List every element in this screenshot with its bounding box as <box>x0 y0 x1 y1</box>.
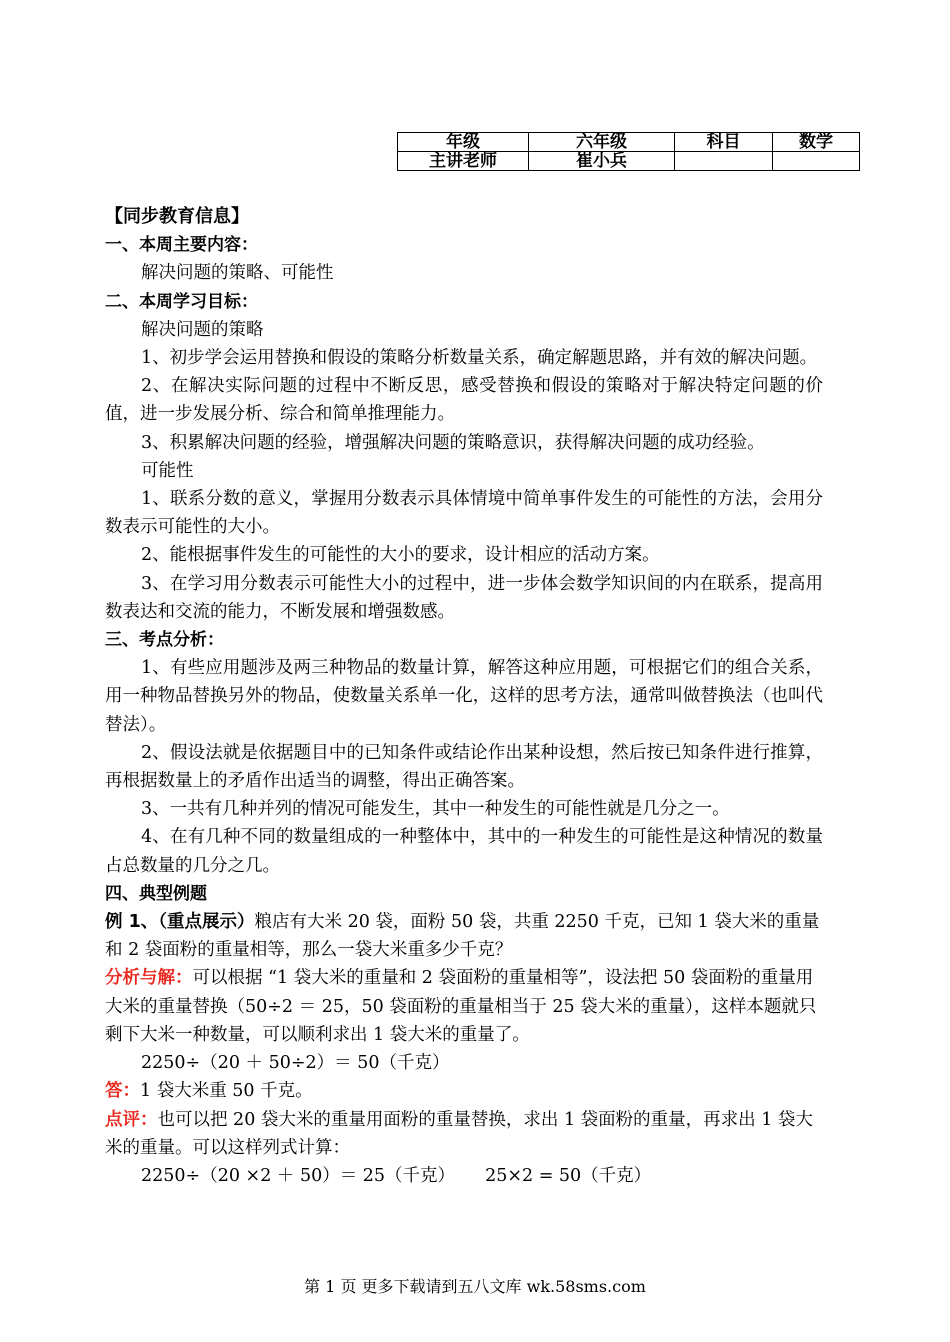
comment-text: 也可以把 20 袋大米的重量用面粉的重量替换，求出 1 袋面粉的重量，再求出 1 袋大米的重量。可以这样列式计算： <box>105 1109 813 1158</box>
teacher-label: 主讲老师 <box>398 152 529 171</box>
analysis <box>105 964 823 1049</box>
grade-label: 年级 <box>398 133 529 152</box>
goal-paragraph: 2、能根据事件发生的可能性的大小的要求，设计相应的活动方案。 <box>141 545 660 566</box>
section-1-title: 一、本周主要内容： <box>105 235 258 256</box>
analysis-paragraph: 3、一共有几种并列的情况可能发生，其中一种发生的可能性就是几分之一。 <box>141 799 730 820</box>
goal-paragraph: 2、在解决实际问题的过程中不断反思，感受替换和假设的策略对于解决特定问题的价值，进一步发展分析、综合和简单推理能力。 <box>105 376 823 425</box>
section-4-title: 四、典型例题 <box>105 883 207 904</box>
example-1 <box>105 908 823 964</box>
calculation-1: 2250÷（20 ＋ 50÷2）＝ 50（千克） <box>141 1053 450 1074</box>
subject-label: 科目 <box>675 133 773 152</box>
calculation-2 <box>105 1162 823 1190</box>
calculation-2b: 25×2 = 50（千克） <box>485 1165 652 1186</box>
info-table <box>397 132 860 171</box>
comment-label: 点评： <box>105 1109 158 1130</box>
calculation-2a: 2250÷（20 ×2 ＋ 50）＝ 25（千克） <box>141 1165 456 1186</box>
subject-value: 数学 <box>773 133 860 152</box>
table-row <box>398 133 860 152</box>
grade-value: 六年级 <box>529 133 675 152</box>
analysis-label: 分析与解： <box>105 968 193 989</box>
empty-cell <box>773 152 860 171</box>
strategy-subtitle: 解决问题的策略 <box>141 319 264 340</box>
section-3-title: 三、考点分析： <box>105 630 224 651</box>
answer-label: 答： <box>105 1081 140 1102</box>
goal-paragraph: 1、联系分数的意义，掌握用分数表示具体情境中简单事件发生的可能性的方法，会用分数表示可能性的大小。 <box>105 489 823 538</box>
analysis-paragraph: 2、假设法就是依据题目中的已知条件或结论作出某种设想，然后按已知条件进行推算，再根据数量上的矛盾作出适当的调整，得出正确答案。 <box>105 742 823 792</box>
table-row <box>398 152 860 171</box>
answer-text: 1 袋大米重 50 千克。 <box>140 1081 313 1102</box>
analysis-text: 可以根据 “1 袋大米的重量和 2 袋面粉的重量相等”，设法把 50 袋面粉的重量用大米的重量替换（50÷2 ＝ 25，50 袋面粉的重量相当于 25 袋大米的重量），这样本题就只剩下大米一种数量，可以顺利求出 1 袋大米的重量了。 <box>105 968 817 1045</box>
goal-paragraph: 3、在学习用分数表示可能性大小的过程中，进一步体会数学知识间的内在联系，提高用数表达和交流的能力，不断发展和增强数感。 <box>105 573 823 622</box>
page-heading: 【同步教育信息】 <box>105 206 249 227</box>
goal-paragraph: 3、积累解决问题的经验，增强解决问题的策略意识，获得解决问题的成功经验。 <box>141 432 765 453</box>
example-text: 粮店有大米 20 袋，面粉 50 袋，共重 2250 千克，已知 1 袋大米的重量和 2 袋面粉的重量相等，那么一袋大米重多少千克？ <box>105 912 820 961</box>
comment <box>105 1106 823 1162</box>
empty-cell <box>675 152 773 171</box>
main-content <box>105 203 823 1190</box>
example-label: 例 1、（重点展示） <box>105 912 255 933</box>
teacher-value: 崔小兵 <box>529 152 675 171</box>
section-2-title: 二、本周学习目标： <box>105 291 258 312</box>
analysis-paragraph: 1、有些应用题涉及两三种物品的数量计算，解答这种应用题，可根据它们的组合关系，用一种物品替换另外的物品，使数量关系单一化，这样的思考方法，通常叫做替换法（也叫代替法）。 <box>105 658 823 735</box>
answer <box>105 1077 823 1105</box>
analysis-paragraph: 4、在有几种不同的数量组成的一种整体中，其中的一种发生的可能性是这种情况的数量占总数量的几分之几。 <box>105 827 823 876</box>
section-1-text: 解决问题的策略、可能性 <box>141 263 334 284</box>
goal-paragraph: 1、初步学会运用替换和假设的策略分析数量关系，确定解题思路，并有效的解决问题。 <box>141 348 818 369</box>
possibility-subtitle: 可能性 <box>141 460 194 481</box>
page-footer: 第 1 页 更多下载请到五八文库 wk.58sms.com <box>304 1277 646 1296</box>
